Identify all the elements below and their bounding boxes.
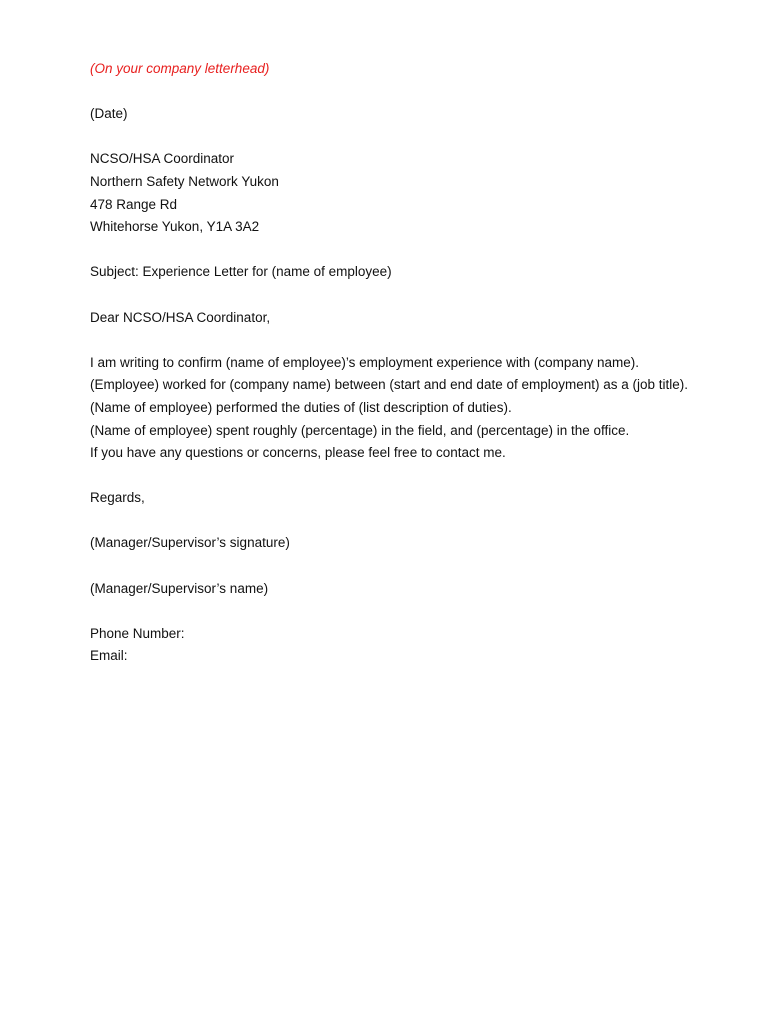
recipient-address [90,148,690,238]
closing: Regards, [90,490,145,506]
body-line-employment: (Employee) worked for (company name) between (start and end date of employment) as a (job title). [90,377,689,393]
recipient-title: NCSO/HSA Coordinator [90,151,235,167]
spacer [90,465,690,488]
letterhead-note: (On your company letterhead) [90,61,270,76]
body-line-confirm: I am writing to confirm (name of employee)’s employment experience with (company name). [90,354,639,370]
spacer [90,510,690,533]
spacer [90,239,690,262]
letter-page [90,58,690,668]
phone-number-label: Phone Number: [90,625,185,641]
body-line-percentage: (Name of employee) spent roughly (percentage) in the field, and (percentage) in the office. [90,422,630,438]
spacer [90,126,690,149]
recipient-organization: Northern Safety Network Yukon [90,173,279,189]
spacer [90,555,690,578]
recipient-city: Whitehorse Yukon, Y1A 3A2 [90,219,260,235]
body-line-contact: If you have any questions or concerns, please feel free to contact me. [90,445,506,461]
spacer [90,329,690,352]
spacer [90,284,690,307]
manager-name-placeholder: (Manager/Supervisor’s name) [90,580,269,596]
body-line-duties: (Name of employee) performed the duties of (list description of duties). [90,399,512,415]
signature-placeholder: (Manager/Supervisor’s signature) [90,535,290,551]
letter-body [90,352,690,465]
spacer [90,81,690,104]
subject-line: Subject: Experience Letter for (name of employee) [90,264,392,280]
salutation: Dear NCSO/HSA Coordinator, [90,309,271,325]
recipient-street: 478 Range Rd [90,196,178,212]
date-line: (Date) [90,106,128,122]
spacer [90,600,690,623]
email-label: Email: [90,648,128,664]
